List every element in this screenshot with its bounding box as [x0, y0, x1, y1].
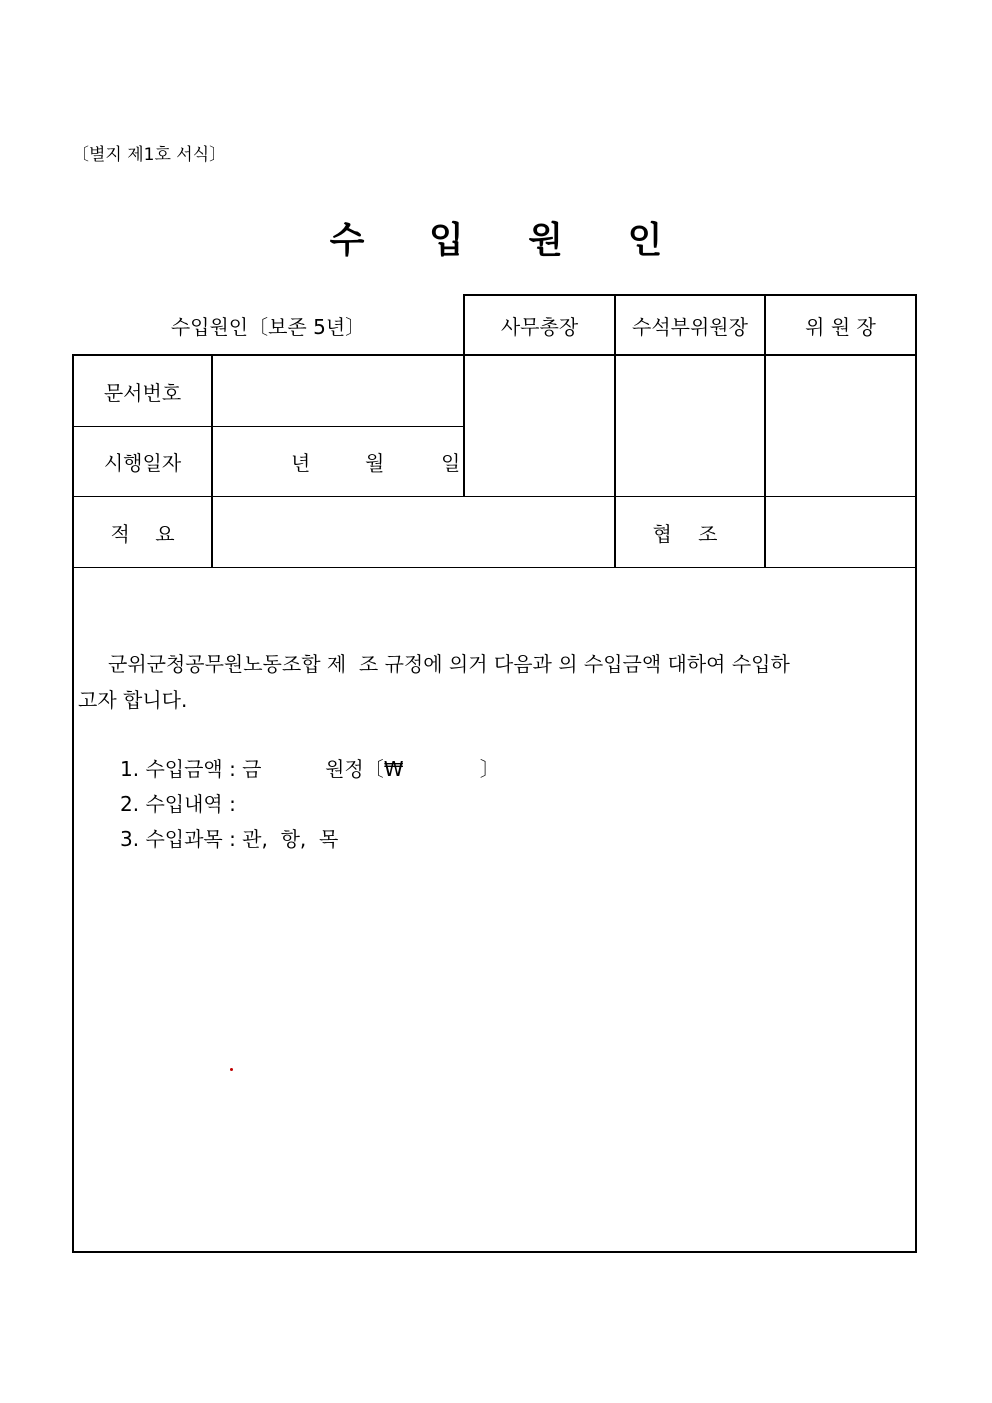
table-divider-body: [72, 567, 917, 568]
cooperation-label: 협 조: [652, 521, 728, 546]
date-day-unit: 일: [441, 451, 461, 475]
document-title: 수 입 원 인: [329, 220, 689, 261]
summary-label: 적 요: [110, 521, 175, 546]
body-paragraph-line-1: 군위군청공무원노동조합 제 조 규정에 의거 다음과 의 수입금액 대하여 수입하: [108, 652, 790, 676]
summary-field[interactable]: [213, 497, 614, 567]
approver-secretary-general: 사무총장: [500, 314, 579, 339]
body-paragraph: [78, 646, 914, 718]
date-year-unit: 년: [291, 451, 311, 475]
body-paragraph-line-2: 고자 합니다.: [78, 688, 188, 712]
retention-label: 수입원인〔보존 5년〕: [170, 314, 366, 339]
table-border-right: [915, 294, 917, 1253]
doc-number-field[interactable]: [213, 356, 463, 426]
form-number-label: 〔별지 제1호 서식〕: [72, 145, 227, 165]
date-month-unit: 월: [365, 451, 385, 475]
signature-box-senior-vice-chair[interactable]: [616, 356, 764, 496]
approver-chair: 위 원 장: [805, 314, 876, 339]
doc-number-label: 문서번호: [103, 380, 182, 405]
date-field[interactable]: [213, 427, 463, 496]
signature-box-chair[interactable]: [766, 356, 915, 496]
item-account: 3. 수입과목 : 관, 항, 목: [120, 827, 339, 851]
item-details: 2. 수입내역 :: [120, 792, 236, 816]
red-mark-dot: [230, 1068, 233, 1071]
approver-senior-vice-chair: 수석부위원장: [632, 314, 748, 339]
date-label: 시행일자: [103, 451, 182, 475]
item-amount: 1. 수입금액 : 금 원정〔₩ 〕: [120, 757, 500, 781]
item-list: [120, 752, 500, 857]
signature-box-secretary-general[interactable]: [465, 356, 614, 496]
table-border-bottom: [72, 1251, 917, 1253]
cooperation-field[interactable]: [766, 497, 915, 567]
